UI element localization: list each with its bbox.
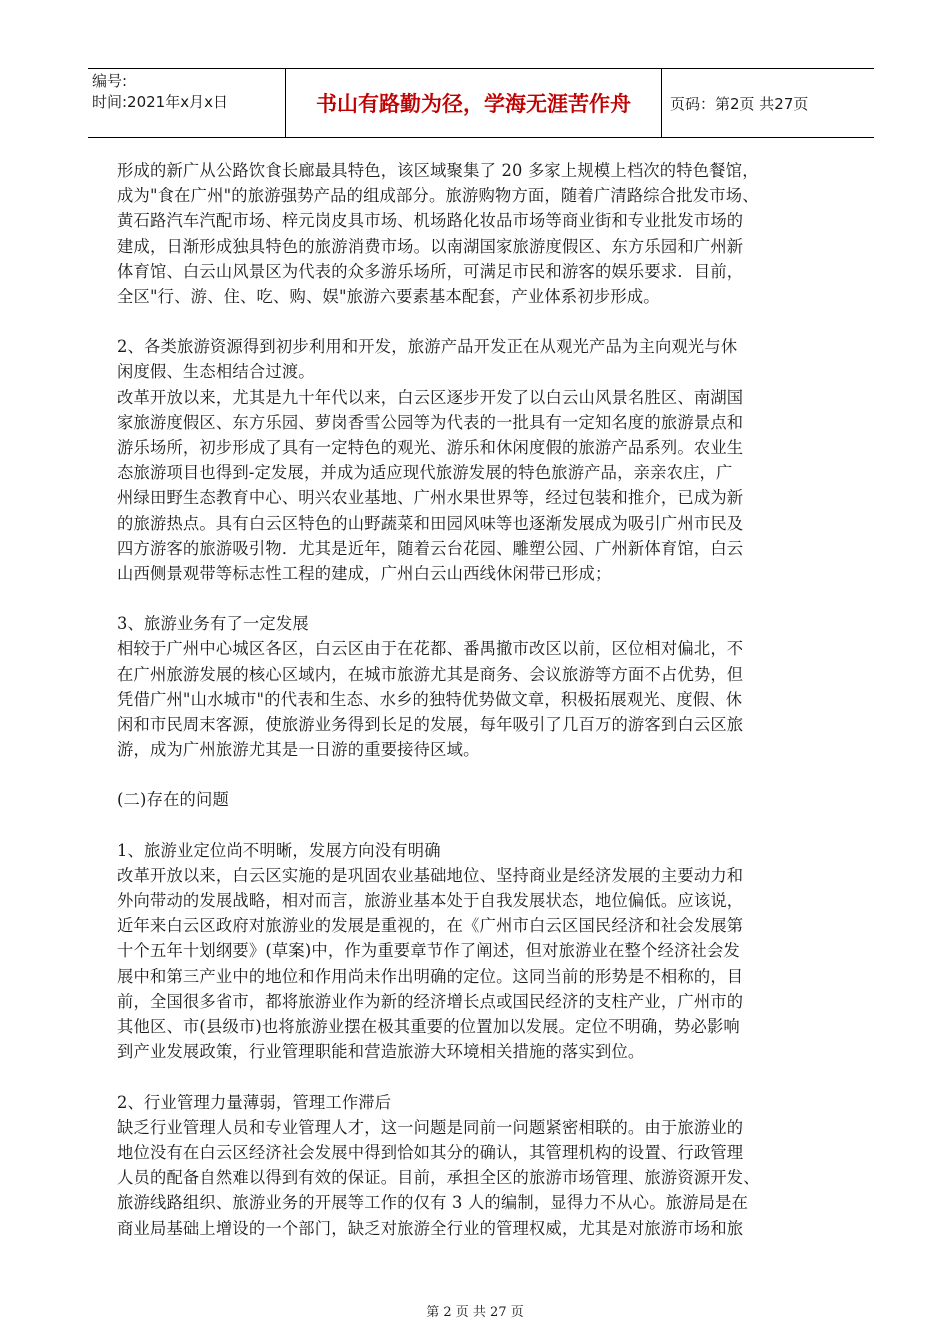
body-line: 山西侧景观带等标志性工程的建成，广州白云山西线休闲带已形成； (117, 564, 612, 584)
body-line: 在广州旅游发展的核心区域内，在城市旅游尤其是商务、会议旅游等方面不占优势，但 (117, 664, 744, 684)
body-line: 人员的配备自然难以得到有效的保证。目前，承担全区的旅游市场管理、旅游资源开发、 (117, 1168, 760, 1188)
body-line: 的旅游热点。具有白云区特色的山野蔬菜和田园风味等也逐渐发展成为吸引广州市民及 (117, 513, 744, 533)
document-time-label: 时间:2021年x月x日 (92, 93, 228, 111)
paragraph-gap (117, 1065, 855, 1090)
document-number-label: 编号: (92, 72, 128, 90)
body-line: 游，成为广州旅游尤其是一日游的重要接待区域。 (117, 740, 480, 760)
body-line: 建成，日渐形成独具特色的旅游消费市场。以南湖国家旅游度假区、东方乐园和广州新 (117, 236, 744, 256)
header-meta (88, 69, 286, 137)
body-line: 家旅游度假区、东方乐园、萝岗香雪公园等为代表的一批具有一定知名度的旅游景点和 (117, 412, 744, 432)
body-line: 2、各类旅游资源得到初步利用和开发，旅游产品开发正在从观光产品为主向观光与休 (117, 337, 738, 357)
header-motto: 书山有路勤为径，学海无涯苦作舟 (286, 69, 662, 137)
paragraph-gap (117, 813, 855, 838)
body-line: 改革开放以来，白云区实施的是巩固农业基础地位、坚持商业是经济发展的主要动力和 (117, 865, 744, 885)
paragraph-gap (117, 762, 855, 787)
body-line: 闲度假、生态相结合过渡。 (117, 362, 315, 382)
document-header (88, 68, 874, 138)
body-line: 改革开放以来，尤其是九十年代以来，白云区逐步开发了以白云山风景名胜区、南湖国 (117, 387, 744, 407)
paragraph-gap (117, 586, 855, 611)
body-line: 缺乏行业管理人员和专业管理人才，这一问题是同前一问题紧密相联的。由于旅游业的 (117, 1117, 744, 1137)
body-line: 态旅游项目也得到-定发展，并成为适应现代旅游发展的特色旅游产品，亲亲农庄，广 (117, 463, 733, 483)
body-line: 3、旅游业务有了一定发展 (117, 614, 309, 634)
body-line: 黄石路汽车汽配市场、梓元岗皮具市场、机场路化妆品市场等商业街和专业批发市场的 (117, 211, 744, 231)
body-line: 其他区、市(县级市)也将旅游业摆在极其重要的位置加以发展。定位不明确，势必影响 (117, 1017, 740, 1037)
body-line: 地位没有在白云区经济社会发展中得到恰如其分的确认，其管理机构的设置、行政管理 (117, 1142, 744, 1162)
paragraph-gap (117, 309, 855, 334)
page-footer: 第 2 页 共 27 页 (426, 1305, 524, 1320)
body-line: 展中和第三产业中的地位和作用尚未作出明确的定位。这同当前的形势是不相称的，目 (117, 966, 744, 986)
body-line: 凭借广州"山水城市"的代表和生态、水乡的独特优势做文章，积极拓展观光、度假、休 (117, 689, 743, 709)
body-line: (二)存在的问题 (117, 790, 229, 810)
body-line: 成为"食在广州"的旅游强势产品的组成部分。旅游购物方面，随着广清路综合批发市场、 (117, 186, 759, 206)
body-line: 商业局基础上增设的一个部门，缺乏对旅游全行业的管理权威，尤其是对旅游市场和旅 (117, 1218, 744, 1238)
body-line: 前，全国很多省市，都将旅游业作为新的经济增长点或国民经济的支柱产业，广州市的 (117, 991, 744, 1011)
body-line: 2、行业管理力量薄弱，管理工作滞后 (117, 1092, 392, 1112)
body-line: 旅游线路组织、旅游业务的开展等工作的仅有 3 人的编制，显得力不从心。旅游局是在 (117, 1193, 749, 1213)
body-line: 四方游客的旅游吸引物．尤其是近年，随着云台花园、雕塑公园、广州新体育馆，白云 (117, 538, 744, 558)
body-line: 游乐场所，初步形成了具有一定特色的观光、游乐和休闲度假的旅游产品系列。农业生 (117, 438, 744, 458)
body-line: 十个五年十划纲要》(草案)中，作为重要章节作了阐述，但对旅游业在整个经济社会发 (117, 941, 740, 961)
header-page-code: 页码：第2页 共27页 (670, 94, 809, 113)
document-body (117, 158, 855, 1241)
body-line: 近年来白云区政府对旅游业的发展是重视的，在《广州市白云区国民经济和社会发展第 (117, 916, 744, 936)
body-line: 到产业发展政策，行业管理职能和营造旅游大环境相关措施的落实到位。 (117, 1042, 645, 1062)
body-line: 州绿田野生态教育中心、明兴农业基地、广州水果世界等，经过包装和推介，已成为新 (117, 488, 744, 508)
body-line: 全区"行、游、住、吃、购、娱"旅游六要素基本配套，产业体系初步形成。 (117, 287, 660, 307)
body-line: 相较于广州中心城区各区，白云区由于在花都、番禺撤市改区以前，区位相对偏北，不 (117, 639, 744, 659)
body-line: 形成的新广从公路饮食长廊最具特色，该区域聚集了 20 多家上规模上档次的特色餐馆， (117, 161, 759, 180)
body-line: 外向带动的发展战略，相对而言，旅游业基本处于自我发展状态，地位偏低。应该说， (117, 891, 744, 911)
body-line: 闲和市民周末客源，使旅游业务得到长足的发展，每年吸引了几百万的游客到白云区旅 (117, 715, 744, 735)
body-line: 1、旅游业定位尚不明晰，发展方向没有明确 (117, 840, 441, 860)
body-line: 体育馆、白云山风景区为代表的众多游乐场所，可满足市民和游客的娱乐要求．目前， (117, 261, 744, 281)
